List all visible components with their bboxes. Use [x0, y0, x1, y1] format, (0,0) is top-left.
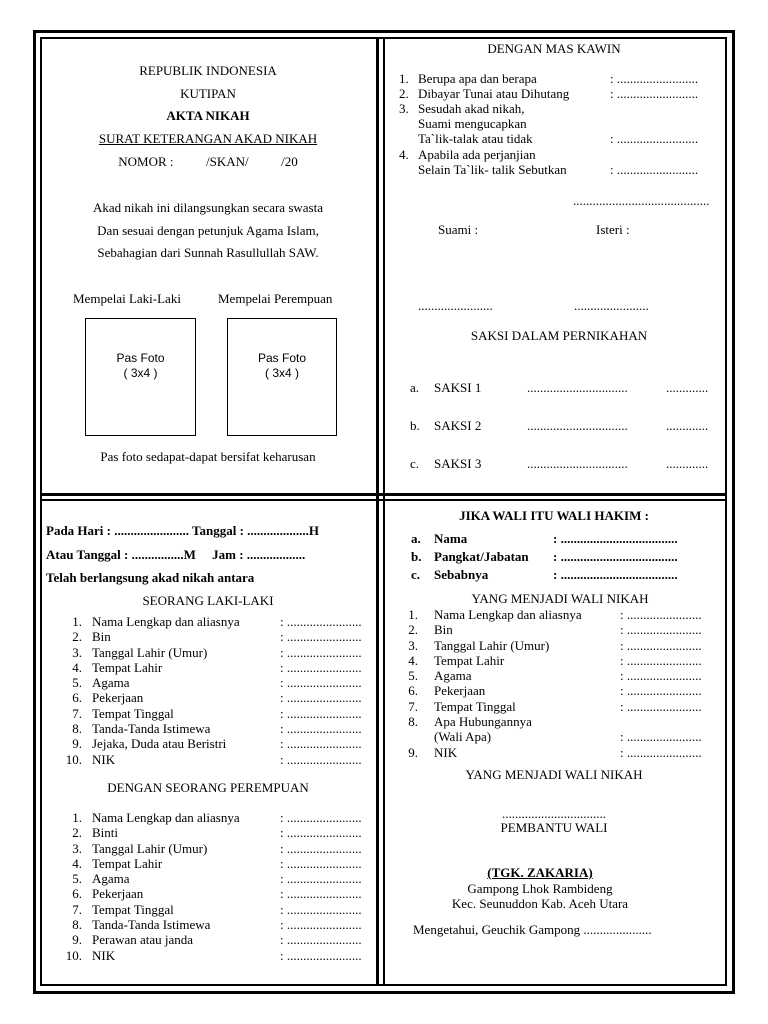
field-row [46, 825, 376, 840]
field-dots: : ....................... [280, 932, 362, 948]
field-row [46, 886, 376, 901]
saksi-label-3: SAKSI 3 [434, 456, 482, 471]
field-row [46, 917, 376, 932]
field-label: Tanggal Lahir (Umur) [92, 644, 208, 660]
field-row [392, 638, 723, 653]
field-number: 9. [72, 736, 82, 752]
field-row [46, 690, 376, 705]
mas-kawin-title: DENGAN MAS KAWIN [487, 41, 621, 56]
field-dots: : ....................... [280, 675, 362, 691]
field-label: Nama Lengkap dan aliasnya [434, 607, 582, 622]
field-label: Agama [92, 675, 130, 691]
saksi-dots-1a: ............................... [527, 380, 628, 395]
field-number: 5. [72, 871, 82, 887]
wali-nikah-title: YANG MENJADI WALI NIKAH [471, 591, 649, 606]
photo-size: ( 3x4 ) [264, 366, 299, 380]
saksi-title: SAKSI DALAM PERNIKAHAN [470, 328, 648, 343]
bride-photo-box [227, 318, 337, 436]
field-label: Tempat Lahir [92, 855, 163, 871]
horizontal-divider [40, 493, 725, 496]
field-row [46, 856, 376, 871]
hakim-nama-dots: : .................................... [553, 531, 678, 546]
field-row [46, 660, 376, 675]
mahar-text-3a: Sesudah akad nikah, [418, 101, 525, 116]
photo-size: ( 3x4 ) [123, 366, 158, 380]
field-number: 6. [408, 683, 418, 699]
field-row [46, 948, 376, 963]
field-row [46, 752, 376, 767]
mahar-text-3b: Suami mengucapkan [418, 116, 527, 131]
field-row [46, 736, 376, 751]
field-number: 7. [408, 698, 418, 714]
field-label: Tempat Lahir [434, 652, 505, 668]
field-row [392, 745, 723, 760]
field-dots: : ....................... [280, 644, 362, 660]
field-number: 10. [65, 751, 82, 767]
field-label: Nama Lengkap dan aliasnya [92, 614, 240, 629]
hakim-nama: Nama [434, 531, 468, 546]
field-number: 3. [72, 840, 82, 856]
field-row [392, 622, 723, 637]
field-dots: : ....................... [620, 744, 702, 760]
field-dots: : ....................... [280, 901, 362, 917]
field-number: 9. [72, 932, 82, 948]
saksi-label-2: SAKSI 2 [434, 418, 482, 433]
field-row [392, 653, 723, 668]
field-dots: : ....................... [620, 622, 702, 638]
hakim-letter-a: a. [411, 531, 421, 546]
field-row [392, 714, 723, 729]
wali-sign-dots: ................................ [502, 806, 606, 821]
field-label: (Wali Apa) [434, 729, 492, 745]
photo-note: Pas foto sedapat-dapat bersifat keharusan [100, 449, 316, 464]
tgk-name: (TGK. ZAKARIA) [487, 865, 593, 880]
field-row [46, 629, 376, 644]
field-label: Pekerjaan [92, 886, 144, 902]
surat-title: SURAT KETERANGAN AKAD NIKAH [98, 131, 318, 146]
field-dots: : ....................... [280, 751, 362, 767]
field-number: 4. [72, 855, 82, 871]
field-dots: : ....................... [280, 886, 362, 902]
intro-line-1: Akad nikah ini dilangsungkan secara swasta [93, 200, 323, 215]
kutipan-heading: KUTIPAN [180, 86, 236, 101]
groom-photo-label: Mempelai Laki-Laki [73, 291, 181, 306]
field-label: Tempat Tinggal [434, 698, 516, 714]
gampong-line: Gampong Lhok Rambideng [467, 881, 613, 896]
field-row [46, 932, 376, 947]
mahar-num-3: 3. [399, 101, 409, 116]
saksi-dots-3a: ............................... [527, 456, 628, 471]
field-number: 8. [72, 917, 82, 933]
kec-line: Kec. Seunuddon Kab. Aceh Utara [451, 896, 629, 911]
field-row [392, 729, 723, 744]
field-label: NIK [92, 947, 116, 963]
mahar-text-1: Berupa apa dan berapa [418, 71, 537, 86]
field-label: NIK [434, 744, 458, 760]
hakim-pangkat: Pangkat/Jabatan [434, 549, 529, 564]
field-dots: : ....................... [620, 683, 702, 699]
groom-field-list [46, 614, 376, 767]
field-label: Jejaka, Duda atau Beristri [92, 736, 227, 752]
horizontal-divider-inner [40, 499, 725, 501]
field-number: 3. [72, 644, 82, 660]
mahar-num-1: 1. [399, 71, 409, 86]
hakim-sebab: Sebabnya [434, 567, 489, 582]
nomor-line: NOMOR : /SKAN/ /20 [118, 154, 298, 169]
field-number: 8. [408, 714, 418, 730]
field-label: Pekerjaan [434, 683, 486, 699]
groom-section-title: SEORANG LAKI-LAKI [142, 593, 274, 608]
field-dots: : ....................... [620, 652, 702, 668]
mahar-dots-2: : ......................... [610, 86, 699, 101]
field-label: Tanda-Tanda Istimewa [92, 917, 211, 933]
saksi-letter-c: c. [410, 456, 420, 471]
field-dots: : ....................... [280, 690, 362, 706]
akta-title: AKTA NIKAH [166, 108, 250, 123]
field-label: Tempat Tinggal [92, 901, 174, 917]
mahar-text-4b: Selain Ta`lik- talik Sebutkan [418, 162, 567, 177]
field-label: Bin [434, 622, 453, 638]
field-dots: : ....................... [280, 855, 362, 871]
field-row [392, 683, 723, 698]
field-dots: : ....................... [620, 607, 702, 622]
field-label: Agama [434, 668, 472, 684]
mahar-dots-1: : ......................... [610, 71, 699, 86]
isteri-label: Isteri : [596, 222, 630, 237]
field-dots: : ....................... [620, 729, 702, 745]
field-dots: : ....................... [280, 736, 362, 752]
field-label: Agama [92, 871, 130, 887]
saksi-letter-a: a. [410, 380, 420, 395]
field-label: Apa Hubungannya [434, 714, 532, 730]
field-dots: : ....................... [280, 825, 362, 841]
wali-nikah-title-2: YANG MENJADI WALI NIKAH [465, 767, 643, 782]
saksi-dots-3b: ............. [666, 456, 709, 471]
field-row [46, 614, 376, 629]
field-number: 5. [72, 675, 82, 691]
field-number: 9. [408, 744, 418, 760]
field-row [46, 645, 376, 660]
field-number: 1. [72, 614, 82, 629]
field-number: 6. [72, 690, 82, 706]
field-number: 4. [72, 659, 82, 675]
field-number: 4. [408, 652, 418, 668]
field-number: 2. [72, 825, 82, 841]
field-number: 6. [72, 886, 82, 902]
suami-sign-dots: ....................... [418, 298, 493, 313]
intro-line-3: Sebahagian dari Sunnah Rasullullah SAW. [97, 245, 319, 260]
tanggal-jam-line: Atau Tanggal : ................M Jam : .................. [46, 547, 306, 562]
berlangsung-line: Telah berlangsung akad nikah antara [46, 570, 255, 585]
field-dots: : ....................... [280, 705, 362, 721]
photo-label: Pas Foto [116, 351, 165, 365]
field-row [46, 871, 376, 886]
field-label: Nama Lengkap dan aliasnya [92, 810, 240, 825]
field-label: Tanggal Lahir (Umur) [434, 637, 550, 653]
field-label: Pekerjaan [92, 690, 144, 706]
field-row [46, 841, 376, 856]
field-row [46, 721, 376, 736]
field-number: 7. [72, 705, 82, 721]
intro-line-2: Dan sesuai dengan petunjuk Agama Islam, [97, 223, 319, 238]
wali-field-list [392, 607, 723, 760]
field-row [46, 902, 376, 917]
mahar-dots-3: : ......................... [610, 131, 699, 146]
bride-photo-label: Mempelai Perempuan [218, 291, 333, 306]
field-number: 8. [72, 721, 82, 737]
isteri-sign-dots: ....................... [574, 298, 649, 313]
field-number: 1. [408, 607, 418, 622]
field-number: 7. [72, 901, 82, 917]
field-row [46, 706, 376, 721]
field-number: 5. [408, 668, 418, 684]
mahar-num-2: 2. [399, 86, 409, 101]
pembantu-wali: PEMBANTU WALI [500, 820, 608, 835]
field-row [46, 810, 376, 825]
saksi-label-1: SAKSI 1 [434, 380, 482, 395]
field-dots: : ....................... [280, 659, 362, 675]
field-label: Bin [92, 629, 111, 645]
field-row [392, 668, 723, 683]
field-label: Tempat Tinggal [92, 705, 174, 721]
field-dots: : ....................... [280, 810, 362, 825]
field-row [46, 675, 376, 690]
field-number: 10. [65, 947, 82, 963]
saksi-dots-1b: ............. [666, 380, 709, 395]
field-label: NIK [92, 751, 116, 767]
field-number: 2. [408, 622, 418, 638]
vertical-divider [376, 37, 379, 984]
hakim-letter-c: c. [411, 567, 421, 582]
mahar-text-3c: Ta`lik-talak atau tidak [418, 131, 533, 146]
field-label: Perawan atau janda [92, 932, 194, 948]
field-label: Binti [92, 825, 119, 841]
groom-photo-box [85, 318, 196, 436]
field-dots: : ....................... [280, 871, 362, 887]
field-dots: : ....................... [620, 668, 702, 684]
mahar-text-4a: Apabila ada perjanjian [418, 147, 536, 162]
hakim-sebab-dots: : .................................... [553, 567, 678, 582]
field-number: 2. [72, 629, 82, 645]
bride-field-list [46, 810, 376, 963]
field-dots: : ....................... [280, 840, 362, 856]
field-dots: : ....................... [280, 721, 362, 737]
saksi-dots-2b: ............. [666, 418, 709, 433]
field-label: Tempat Lahir [92, 659, 163, 675]
country-heading: REPUBLIK INDONESIA [139, 63, 277, 78]
suami-label: Suami : [438, 222, 479, 237]
field-dots: : ....................... [280, 917, 362, 933]
mahar-num-4: 4. [399, 147, 409, 162]
field-dots: : ....................... [280, 614, 362, 629]
field-dots: : ....................... [620, 698, 702, 714]
field-dots: : ....................... [280, 947, 362, 963]
field-number: 3. [408, 637, 418, 653]
saksi-dots-2a: ............................... [527, 418, 628, 433]
field-row [392, 699, 723, 714]
mahar-text-2: Dibayar Tunai atau Dihutang [418, 86, 570, 101]
mengetahui-line: Mengetahui, Geuchik Gampong ..................... [413, 922, 652, 937]
field-number: 1. [72, 810, 82, 825]
hari-tanggal-line: Pada Hari : ....................... Tanggal : ...................H [46, 523, 320, 538]
photo-label: Pas Foto [257, 351, 307, 365]
saksi-letter-b: b. [410, 418, 420, 433]
mahar-dots-4: : ......................... [610, 162, 699, 177]
field-dots: : ....................... [280, 629, 362, 645]
bride-section-title: DENGAN SEORANG PEREMPUAN [107, 780, 309, 795]
field-label: Tanggal Lahir (Umur) [92, 840, 208, 856]
hakim-letter-b: b. [411, 549, 422, 564]
field-row [392, 607, 723, 622]
field-dots: : ....................... [620, 637, 702, 653]
wali-hakim-title: JIKA WALI ITU WALI HAKIM : [459, 508, 649, 523]
extra-dots: .......................................... [573, 193, 710, 208]
field-label: Tanda-Tanda Istimewa [92, 721, 211, 737]
hakim-pangkat-dots: : .................................... [553, 549, 678, 564]
